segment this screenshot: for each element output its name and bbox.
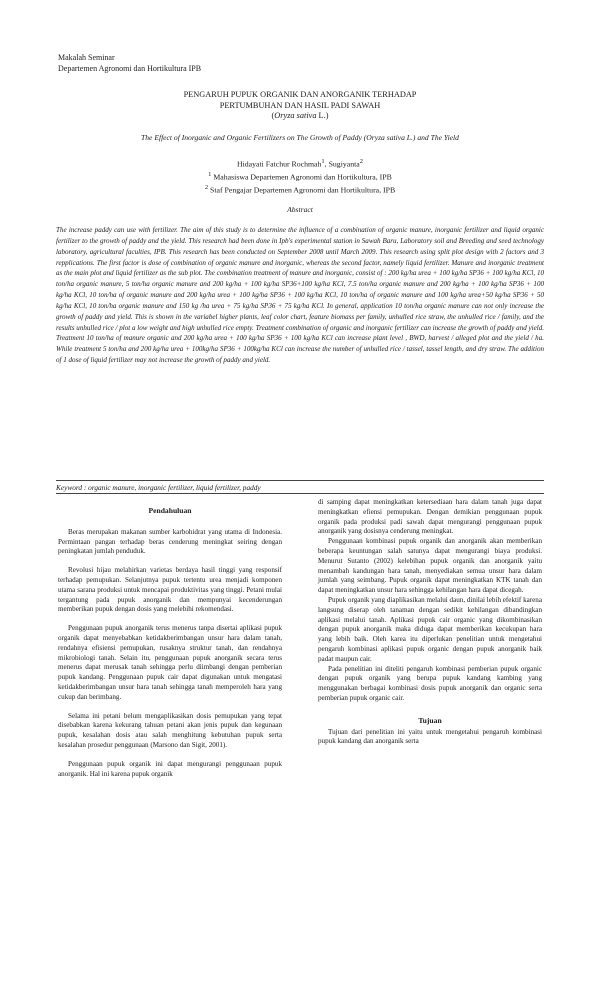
- abstract-text: The increase paddy can use with fertilizer. The aim of this study is to determine the influence of a combination of organic manure, inorganic fertilizer and liquid organic fertilizer to the growth of paddy and the yield. This research had been done in Ipb's experimental station in Sawah Baru, Laboratory soil and Breeding and seed technology laboratory, agricultural faculties, IPB. This research has been conducted on September 2008 until March 2009. This research using split plot design with 2 factors and 3 repplications. The first factor is dose of combination of organic manure and inorganic, whereas the second factor, namely liquid fertilizer. Manure and inorganic treatment as the main plot and liquid fertilizer as the sub plot. The combination treatment of manure and inorganic, consist of : 200 kg/ha urea + 100 kg/ha SP36 + 100 kg/ha KCl, 10 ton/ha organic manure, 5 ton/ha organic manure and 200 kg/ha + 100 kg/ha SP36+100 kg/ha KCl, 7.5 ton/ha organic manure and 200 kg/ha + 100 kg/ha SP36 + 100 kg/ha KCl, 10 ton/ha of organic manure and 200 kg/ha urea + 100 kg/ha SP36 + 100 kg/ha KCl, 10 ton/ha of organic manure and 100 kg/ha urea+50 kg/ha SP36 + 50 kg/ha KCl, 10 ton/ha organic manure and 150 kg /ha urea + 75 kg/ha SP36 + 75 kg/ha KCl. In general, application 10 ton/ha organic manure can not only increase the growth of paddy and yield. This is shown in the variabel higher plants, leaf color chart, feature biomass per family, unhulled rice straw, the unhulled rice / family, and the results unhulled rice / plot a low weight and high unhulled rice empty. Treatment combination of organic and inorganic fertilizer can increase the growth of paddy and yield. Treatment 10 ton/ha of manure organic and 200 kg/ha urea + 100 kg/ha SP36 + 100 kg/ha KCl can increase plant level , BWD, harvest / alleged plot and the yield / ha. While treatment 5 ton/ha and 200 kg/ha urea + 100kg/ha SP36 + 100kg/ha KCl can increase the number of unhulled rice / tassel, tassel length, and dry straw. The addition of 1 dose of liquid fertilizer may not increase the growth of paddy and yield.: [56, 226, 544, 365]
- paragraph: Tujuan dari penelitian ini yaitu untuk mengetahui pengaruh kombinasi pupuk kandang dan anorganik serta: [318, 727, 542, 746]
- author-names: Hidayati Fatchur Rochmah$^1$, Sugiyanta$^2$: [236, 158, 364, 169]
- title-line-2: PERTUMBUHAN DAN HASIL PADI SAWAH: [219, 100, 381, 110]
- page-header: [58, 52, 201, 74]
- section-heading-tujuan: Tujuan: [418, 715, 442, 725]
- affiliation-1: $^1$ Mahasiswa Departemen Agronomi dan Hortikultura, IPB: [208, 171, 392, 182]
- paragraph: Pupuk organik yang diaplikasikan melalui daun, dinilai lebih efektif karena langsung diserap oleh tanaman dengan sedikit kehilangan dibandingkan aplikasi melalui tanah. Aplikasi pupuk cair organic yang dikombinasikan dengan pupuk anorganik maka diduga dapat memberikan kecukupan hara yang lebih baik. Oleh karea itu diperlukan penelitian untuk mengetahui pengaruh kombinasi aplikasi pupuk organic dengan pupuk anorganik baik padat maupun cair.: [318, 595, 542, 663]
- paragraph: Beras merupakan makanan sumber karbohidrat yang utama di Indonesia. Permintaan pangan terhadap beras cenderung meningkat seiring dengan peningkatan jumlah penduduk.: [58, 527, 282, 556]
- right-column: [318, 498, 542, 747]
- left-column: [58, 498, 282, 779]
- abstract-heading: Abstract: [287, 205, 313, 214]
- header-seminar: Makalah Seminar: [58, 53, 115, 62]
- paragraph: Revolusi hijau melahirkan varietas berdaya hasil tinggi yang responsif terhadap pemupukan. Selanjutnya pupuk tertentu urea menjadi komponen utama sarana produksi untuk mencapai produktivitas yang tinggi. Petani mulai tergantung pada pupuk anorganik dan mempunyai kecenderungan memberikan pupuk dengan dosis yang melebihi rekomendasi.: [58, 566, 282, 614]
- english-title: The Effect of Inorganic and Organic Fertilizers on The Growth of Paddy (Oryza sativa L.) and The Yield: [141, 133, 459, 142]
- header-department: Departemen Agronomi dan Hortikultura IPB: [58, 64, 202, 73]
- section-heading-pendahuluan: Pendahuluan: [148, 506, 192, 515]
- paragraph: Pada penelitian ini diteliti pengaruh kombinasi pemberian pupuk organic dengan pupuk organik yang berupa pupuk kandang kambing yang menggunakan berbagai kombinasi dosis pupuk anorganik dan organic serta pemberian pupuk organic cair.: [318, 664, 542, 702]
- paragraph: di samping dapat meningkatkan ketersediaan hara dalam tanah juga dapat meningkatkan efiensi pemupukan. Dengan demikian penggunaan pupuk organik pada produksi padi sawah dapat mengurangi penggunaan pupuk anorganik yang dosisnya cenderung meningkat.: [318, 498, 542, 536]
- paragraph: Penggunaan pupuk anorganik terus menerus tanpa disertai aplikasi pupuk organik dapat menyebabkan ketidakberimbangan unsur hara dalam tanah, rendahnya efisiensi pemupukan, rusaknya struktur tanah, dan rendahnya mikrobiologi tanah. Selain itu, penggunaan pupuk anorganik secara terus menerus dapat merusak tanah sehingga perlu diimbangi dengan pemberian pupuk kandang. Penggunaan pupuk cair dapat digunakan untuk mengatasi ketidakberimbangan unsur hara tanah sehingga tanah memperoleh hara yang cukup dan berimbang.: [58, 624, 282, 701]
- species-name: Oryza sativa: [274, 111, 317, 120]
- title-species: (Oryza sativa L.): [271, 111, 329, 120]
- authors-block: [60, 157, 540, 196]
- paragraph: Penggunaan kombinasi pupuk organik dan anorganik akan memberikan beberapa keuntungan salah satunya dapat mengurangi biaya produksi. Menurut Sutanto (2002) kelebihan pupuk organik dan anorganik yaitu menambah kandungan hara tanah, menyediakan semua unsur hara dalam jumlah yang seimbang. Pupuk organik dapat meningkatkan KTK tanah dan dapat meningkatkan unsur hara sehingga kehilangan hara dapat dicegah.: [318, 537, 542, 595]
- keywords: Keyword : organic manure, inorganic fertilizer, liquid fertilizer, paddy: [56, 480, 544, 494]
- paragraph: Selama ini petani belum mengaplikasikan dosis pemupukan yang tepat disebabkan karena kekurang tahuan petani akan jenis pupuk dan kegunaan pupuk, kesalahan dosis atau salah menghitung kebutuhan pupuk serta kesalahan prosedur penggunaan (Marsono dan Sigit, 2001).: [58, 711, 282, 749]
- paragraph: Penggunaan pupuk organik ini dapat mengurangi penggunaan pupuk anorganik. Hal ini karena pupuk organik: [58, 759, 282, 778]
- affiliation-2: $^2$ Staf Pengajar Departemen Agronomi dan Hortikultura, IPB: [204, 184, 396, 195]
- paper-title: [60, 90, 540, 122]
- title-line-1: PENGARUH PUPUK ORGANIK DAN ANORGANIK TERHADAP: [183, 90, 417, 99]
